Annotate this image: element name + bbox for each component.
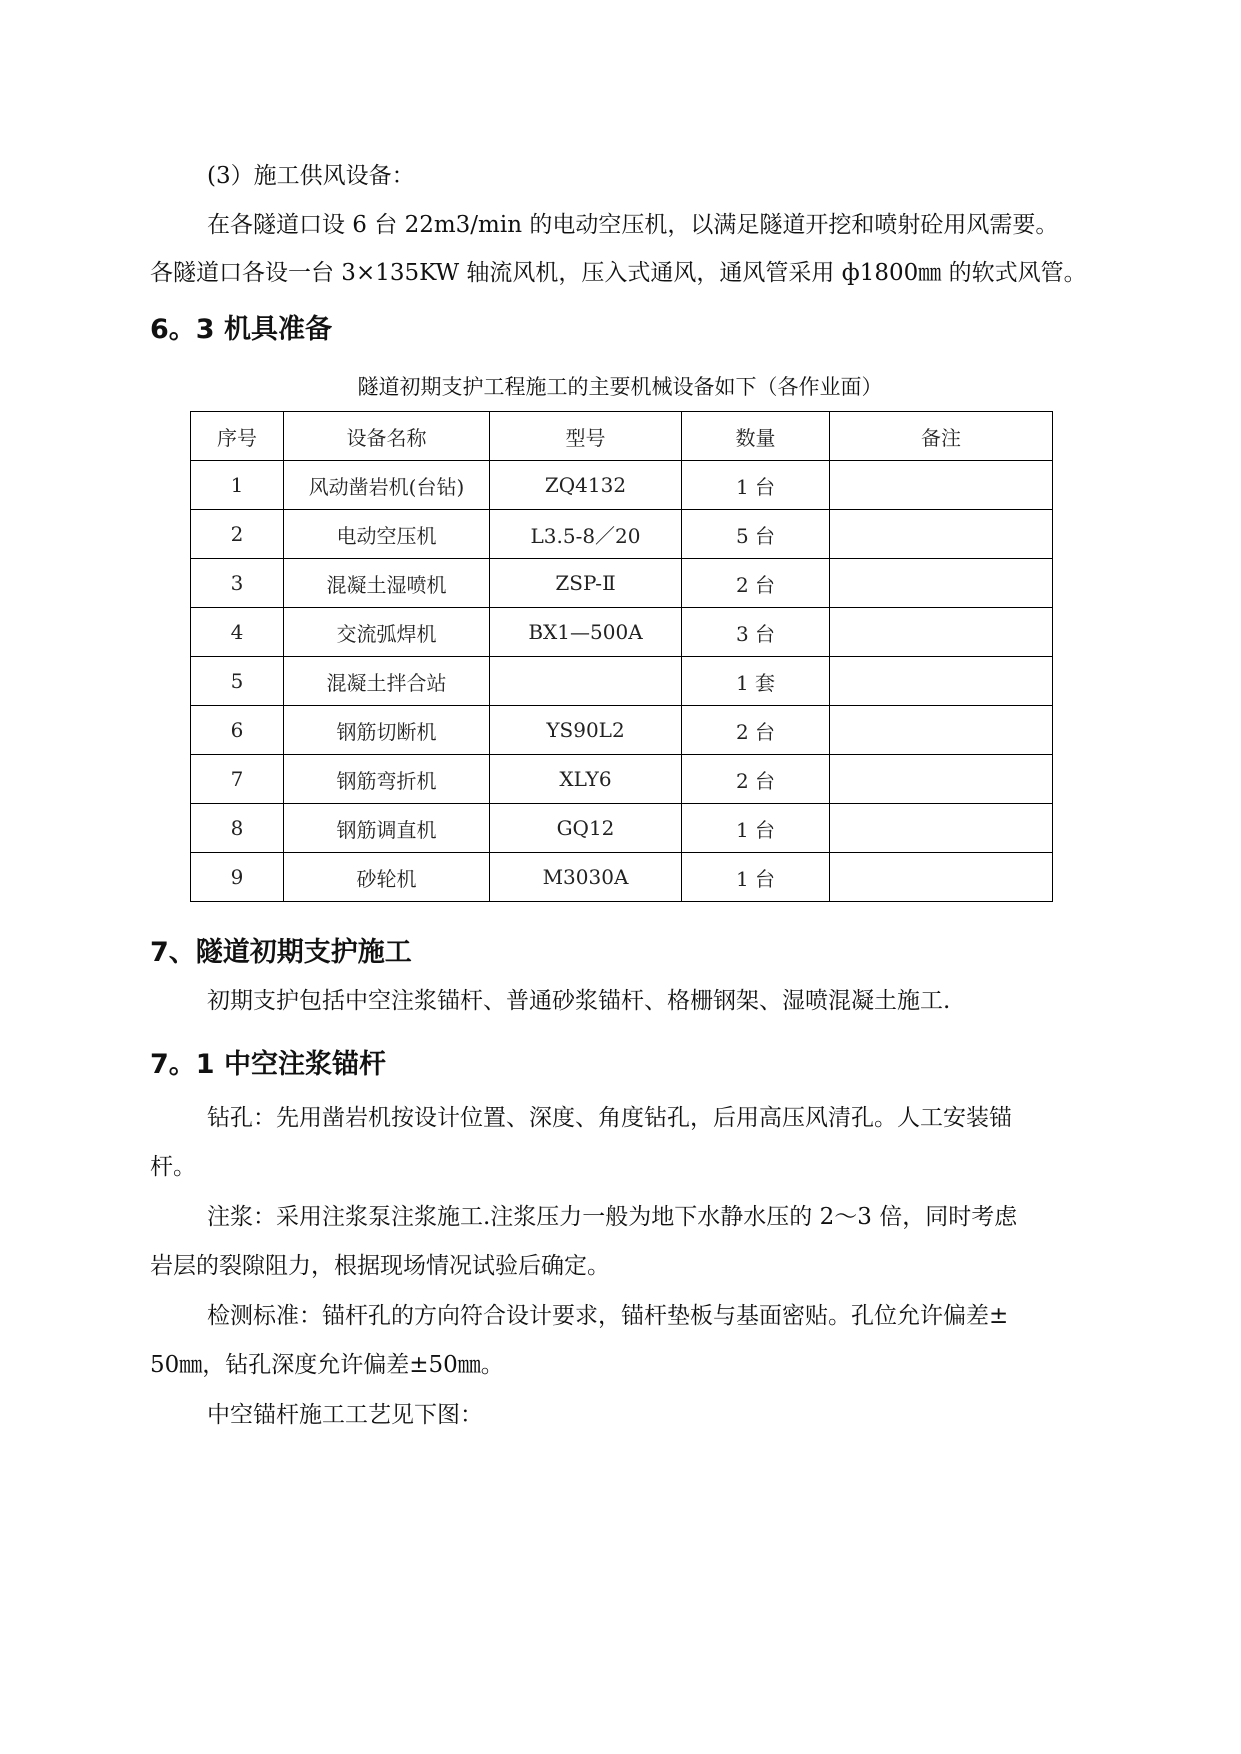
cell-model: ZSP-Ⅱ [490,559,682,608]
cell-remarks [830,559,1053,608]
header-model: 型号 [490,412,682,461]
cell-name: 砂轮机 [284,853,490,902]
cell-quantity: 1 台 [682,804,830,853]
cell-model: YS90L2 [490,706,682,755]
cell-model: GQ12 [490,804,682,853]
table-row [191,510,1053,559]
section-7-1-heading: 7。1 中空注浆锚杆 [150,1049,386,1080]
table-row [191,804,1053,853]
cell-name: 混凝土湿喷机 [284,559,490,608]
air-supply-paragraph-line-2: 各隧道口各设一台 3×135KW 轴流风机，压入式通风，通风管采用 ф1800㎜ 的软式风管。 [150,260,1087,286]
cell-index: 5 [191,657,284,706]
cell-remarks [830,461,1053,510]
equipment-table [190,411,1053,902]
cell-index: 4 [191,608,284,657]
cell-name: 风动凿岩机(台钻) [284,461,490,510]
air-supply-paragraph-line-1: 在各隧道口设 6 台 22m3/min 的电动空压机，以满足隧道开挖和喷射砼用风需要。 [207,212,1059,238]
cell-index: 2 [191,510,284,559]
cell-model: L3.5-8／20 [490,510,682,559]
cell-quantity: 1 套 [682,657,830,706]
cell-index: 6 [191,706,284,755]
process-figure-note: 中空锚杆施工工艺见下图： [207,1402,483,1428]
cell-quantity: 1 台 [682,461,830,510]
cell-quantity: 2 台 [682,706,830,755]
cell-model: XLY6 [490,755,682,804]
item-3-title: (3）施工供风设备： [207,163,415,189]
table-row [191,657,1053,706]
table-header-row [191,412,1053,461]
cell-remarks [830,657,1053,706]
cell-remarks [830,706,1053,755]
cell-remarks [830,853,1053,902]
cell-quantity: 5 台 [682,510,830,559]
cell-remarks [830,510,1053,559]
table-row [191,608,1053,657]
cell-quantity: 1 台 [682,853,830,902]
cell-name: 钢筋弯折机 [284,755,490,804]
cell-remarks [830,804,1053,853]
cell-remarks [830,608,1053,657]
section-7-heading: 7、隧道初期支护施工 [150,937,412,968]
table-row [191,853,1053,902]
cell-name: 交流弧焊机 [284,608,490,657]
section-6-3-heading: 6。3 机具准备 [150,314,332,345]
cell-quantity: 2 台 [682,755,830,804]
table-row [191,559,1053,608]
table-row [191,461,1053,510]
cell-model [490,657,682,706]
cell-quantity: 2 台 [682,559,830,608]
cell-name: 电动空压机 [284,510,490,559]
cell-name: 钢筋调直机 [284,804,490,853]
cell-index: 3 [191,559,284,608]
cell-quantity: 3 台 [682,608,830,657]
cell-model: ZQ4132 [490,461,682,510]
cell-remarks [830,755,1053,804]
table-caption: 隧道初期支护工程施工的主要机械设备如下（各作业面） [357,375,883,399]
header-name: 设备名称 [284,412,490,461]
inspection-paragraph-line-1: 检测标准：锚杆孔的方向符合设计要求，锚杆垫板与基面密贴。孔位允许偏差± [207,1303,1009,1329]
header-remarks: 备注 [830,412,1053,461]
table-row [191,706,1053,755]
drilling-paragraph-line-1: 钻孔：先用凿岩机按设计位置、深度、角度钻孔，后用高压风清孔。人工安装锚 [207,1105,1012,1131]
grouting-paragraph-line-1: 注浆：采用注浆泵注浆施工.注浆压力一般为地下水静水压的 2～3 倍，同时考虑 [207,1204,1018,1230]
table-row [191,755,1053,804]
cell-index: 7 [191,755,284,804]
header-index: 序号 [191,412,284,461]
inspection-paragraph-line-2: 50㎜，钻孔深度允许偏差±50㎜。 [150,1352,504,1378]
cell-index: 9 [191,853,284,902]
cell-index: 8 [191,804,284,853]
cell-model: BX1—500A [490,608,682,657]
section-7-intro: 初期支护包括中空注浆锚杆、普通砂浆锚杆、格栅钢架、湿喷混凝土施工. [207,988,951,1014]
grouting-paragraph-line-2: 岩层的裂隙阻力，根据现场情况试验后确定。 [150,1253,610,1279]
drilling-paragraph-line-2: 杆。 [150,1154,196,1180]
cell-name: 钢筋切断机 [284,706,490,755]
cell-name: 混凝土拌合站 [284,657,490,706]
cell-index: 1 [191,461,284,510]
header-quantity: 数量 [682,412,830,461]
cell-model: M3030A [490,853,682,902]
